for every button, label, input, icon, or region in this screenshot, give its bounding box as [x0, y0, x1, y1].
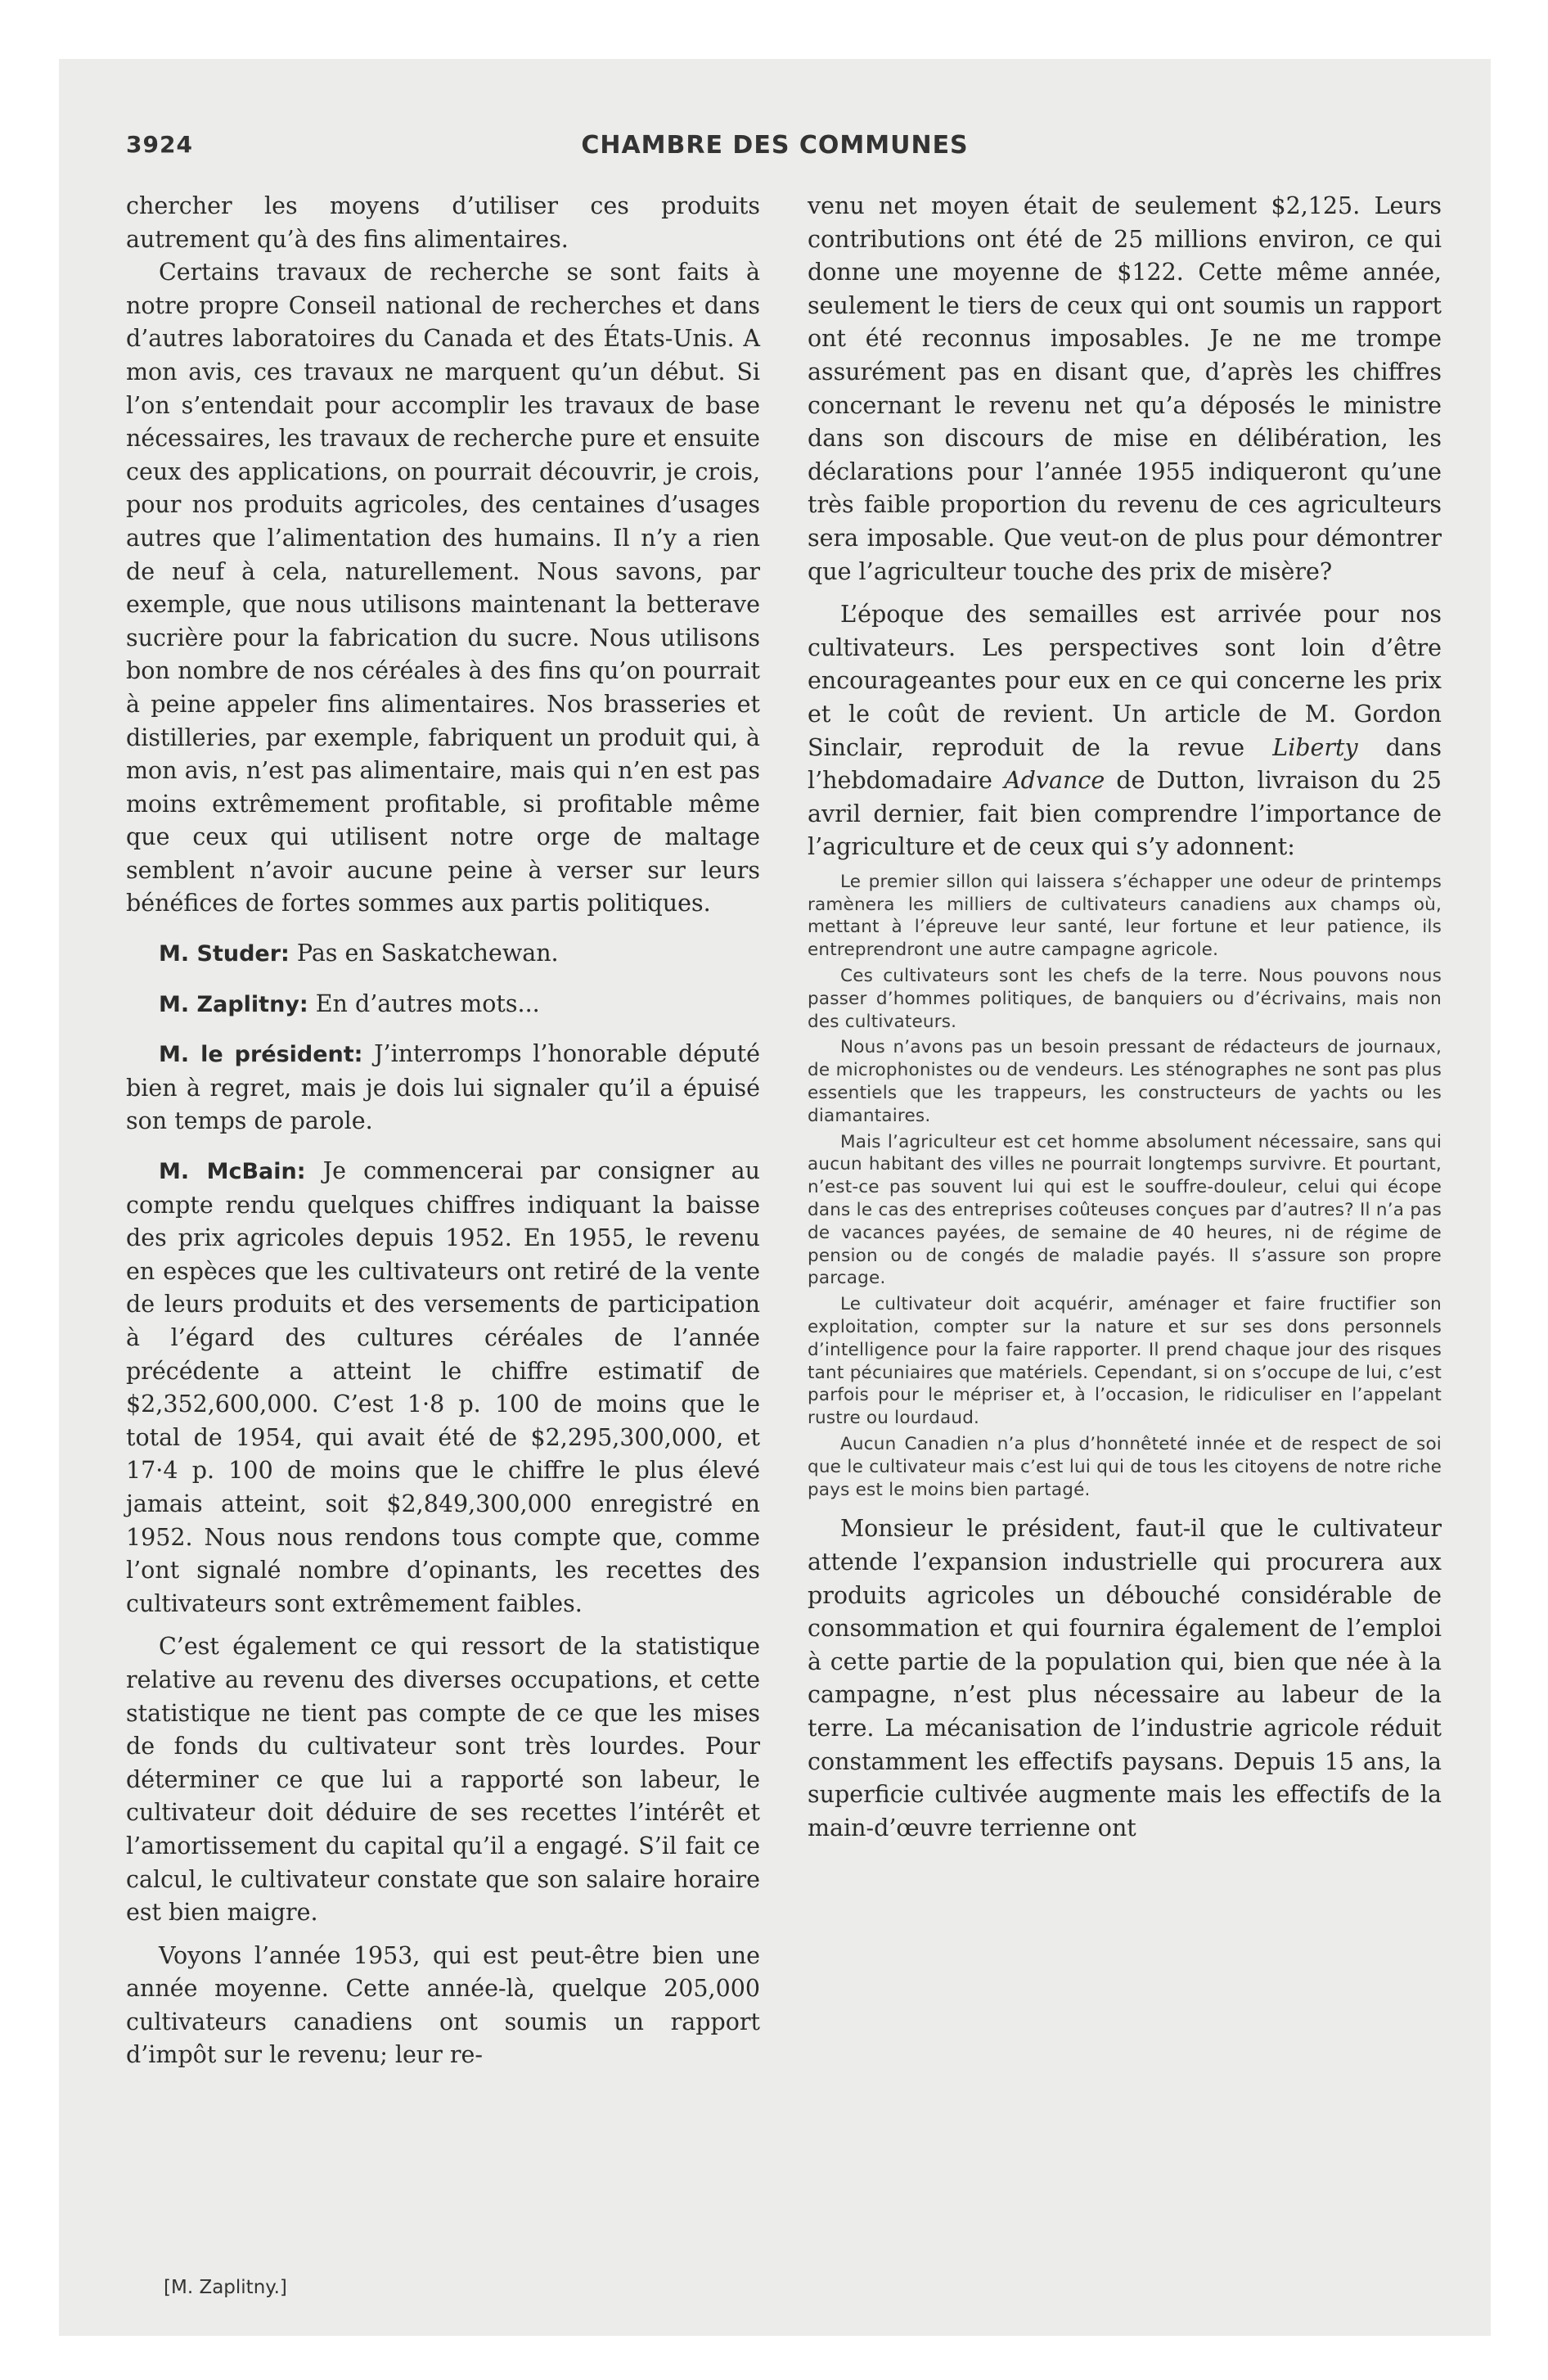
quoted-paragraph: Mais l’agriculteur est cet homme absolument nécessaire, sans qui aucun habitant des villes ne pourrait longtemps survivre. Et pourtant, n’est-ce pas souvent lui qui est le souffre-douleur, celui qui écope dans le cas des entreprises coûteuses conçues par d’autres? Il n’a pas de vacances payées, de semaine de 40 heures, ni de régime de pension ou de congés de maladie payés. Il s’assure son propre parcage.	[808, 1131, 1442, 1289]
paragraph	[808, 598, 1442, 864]
paragraph: C’est également ce qui ressort de la statistique relative au revenu des diverses occupations, et cette statistique ne tient pas compte de ce que les mises de fonds du cultivateur sont très lourdes. Pour déterminer ce que lui a rapporté son labeur, le cultivateur doit déduire de ses recettes l’intérêt et l’amortissement du capital qu’il a engagé. S’il fait ce calcul, le cultivateur constate que son salaire horaire est bien maigre.	[126, 1633, 760, 1927]
speaker-footnote: [M. Zaplitny.]	[164, 2277, 287, 2298]
interjection-text: En d’autres mots...	[315, 989, 540, 1017]
quoted-paragraph: Le premier sillon qui laissera s’échapper une odeur de printemps ramènera les milliers de cultivateurs canadiens aux champs où, mettant à l’épreuve leur santé, leur fortune et leur patience, ils entreprendront une autre campagne agricole.	[808, 871, 1442, 961]
interjection-text: Pas en Saskatchewan.	[296, 940, 559, 967]
interjection-text: J’interromps l’honorable député bien à regret, mais je dois lui signaler qu’il a épuisé son temps de parole.	[126, 1040, 760, 1135]
text-run: de Dutton, livraison du 25 avril dernier, fait bien comprendre l’importance de l’agriculture et de ceux qui s’y adonnent:	[808, 767, 1442, 861]
paragraph: Voyons l’année 1953, qui est peut-être bien une année moyenne. Cette année-là, quelque 205,000 cultivateurs canadiens ont soumis un rapport d’impôt sur le revenu; leur re-	[126, 1941, 760, 2069]
scanned-page	[59, 59, 1491, 2336]
publication-title: Liberty	[1272, 733, 1358, 761]
speaker-name: M. Zaplitny:	[159, 991, 308, 1017]
speaker-name: M. le président:	[159, 1042, 363, 1068]
quoted-paragraph: Aucun Canadien n’a plus d’honnêteté innée et de respect de soi que le cultivateur mais c’est lui qui de tous les citoyens de notre riche pays est le moins bien partagé.	[808, 1434, 1442, 1500]
paragraph: chercher les moyens d’utiliser ces produits autrement qu’à des fins alimentaires.	[126, 192, 760, 253]
text-run: dans l’hebdomadaire	[808, 733, 1442, 795]
page-header	[126, 131, 1424, 172]
paragraph: venu net moyen était de seulement $2,125. Leurs contributions ont été de 25 millions environ, ce qui donne une moyenne de $122. Cette même année, seulement le tiers de ceux qui ont soumis un rapport ont été reconnus imposables. Je ne me trompe assurément pas en disant que, d’après les chiffres concernant le revenu net qu’a déposés le ministre dans son discours de mise en délibération, les déclarations pour l’année 1955 indiqueront qu’une très faible proportion du revenu de ces agriculteurs sera imposable. Que veut-on de plus pour démontrer que l’agriculteur touche des prix de misère?	[808, 192, 1442, 585]
publication-title: Advance	[1004, 767, 1105, 795]
speech-text: Je commencerai par consigner au compte rendu quelques chiffres indiquant la baisse des prix agricoles depuis 1952. En 1955, le revenu en espèces que les cultivateurs ont retiré de la vente de leurs produits et des versements de participation à l’égard des cultures céréales de l’année précédente a atteint le chiffre estimatif de $2,352,600,000. C’est 1·8 p. 100 de moins que le total de 1954, qui avait été de $2,295,300,000, et 17·4 p. 100 de moins que le chiffre le plus élevé jamais atteint, soit $2,849,300,000 enregistré en 1952. Nous nous rendons tous compte que, comme l’ont signalé nombre d’opinants, les recettes des cultivateurs sont extrêmement faibles.	[126, 1157, 760, 1617]
text-run: L’époque des semailles est arrivée pour nos cultivateurs. Les perspectives sont loin d’être encourageantes pour eux en ce qui concerne les prix et le coût de revient. Un article de M. Gordon Sinclair, reproduit de la revue	[808, 601, 1442, 761]
speaker-name: M. McBain:	[159, 1159, 306, 1185]
quoted-paragraph: Ces cultivateurs sont les chefs de la terre. Nous pouvons nous passer d’hommes politiques, de banquiers ou d’écrivains, mais non des cultivateurs.	[808, 966, 1442, 1032]
interjection	[126, 937, 760, 971]
speaker-name: M. Studer:	[159, 941, 290, 967]
quoted-paragraph: Nous n’avons pas un besoin pressant de rédacteurs de journaux, de microphonistes ou de vendeurs. Les sténographes ne sont pas plus essentiels que les trappeurs, les constructeurs de yachts ou les diamantaires.	[808, 1037, 1442, 1126]
page-number: 3924	[126, 131, 193, 158]
paragraph: Monsieur le président, faut-il que le cultivateur attende l’expansion industrielle qui procurera aux produits agricoles un débouché considérable de consommation et qui fournira également de l’emploi à cette partie de la population qui, bien que née à la campagne, n’est plus nécessaire au labeur de la terre. La mécanisation de l’industrie agricole réduit constamment les effectifs paysans. Depuis 15 ans, la superficie cultivée augmente mais les effectifs de la main-d’œuvre terrienne ont	[808, 1515, 1442, 1841]
interjection	[126, 1038, 760, 1138]
left-column	[126, 190, 760, 2072]
speech-paragraph	[126, 1155, 760, 1620]
interjection	[126, 988, 760, 1022]
right-column	[808, 190, 1442, 1845]
running-title: CHAMBRE DES COMMUNES	[581, 131, 969, 160]
paragraph: Certains travaux de recherche se sont faits à notre propre Conseil national de recherches et dans d’autres laboratoires du Canada et des États-Unis. A mon avis, ces travaux ne marquent qu’un début. Si l’on s’entendait pour accomplir les travaux de base nécessaires, les travaux de recherche pure et ensuite ceux des applications, on pourrait découvrir, je crois, pour nos produits agricoles, des centaines d’usages autres que l’alimentation des humains. Il n’y a rien de neuf à cela, naturellement. Nous savons, par exemple, que nous utilisons maintenant la betterave sucrière pour la fabrication du sucre. Nous utilisons bon nombre de nos céréales à des fins qu’on pourrait à peine appeler fins alimentaires. Nos brasseries et distilleries, par exemple, fabriquent un produit qui, à mon avis, n’est pas alimentaire, mais qui n’en est pas moins extrêmement profitable, si profitable même que ceux qui utilisent notre orge de maltage semblent n’avoir aucune peine à verser sur leurs bénéfices de fortes sommes aux partis politiques.	[126, 259, 760, 917]
quoted-paragraph: Le cultivateur doit acquérir, aménager et faire fructifier son exploitation, compter sur la nature et sur ses dons personnels d’intelligence pour la faire rapporter. Il prend chaque jour des risques tant pécuniaires que matériels. Cependant, si on s’occupe de lui, c’est parfois pour le mépriser et, à l’occasion, le ridiculiser en l’appelant rustre ou lourdaud.	[808, 1294, 1442, 1429]
